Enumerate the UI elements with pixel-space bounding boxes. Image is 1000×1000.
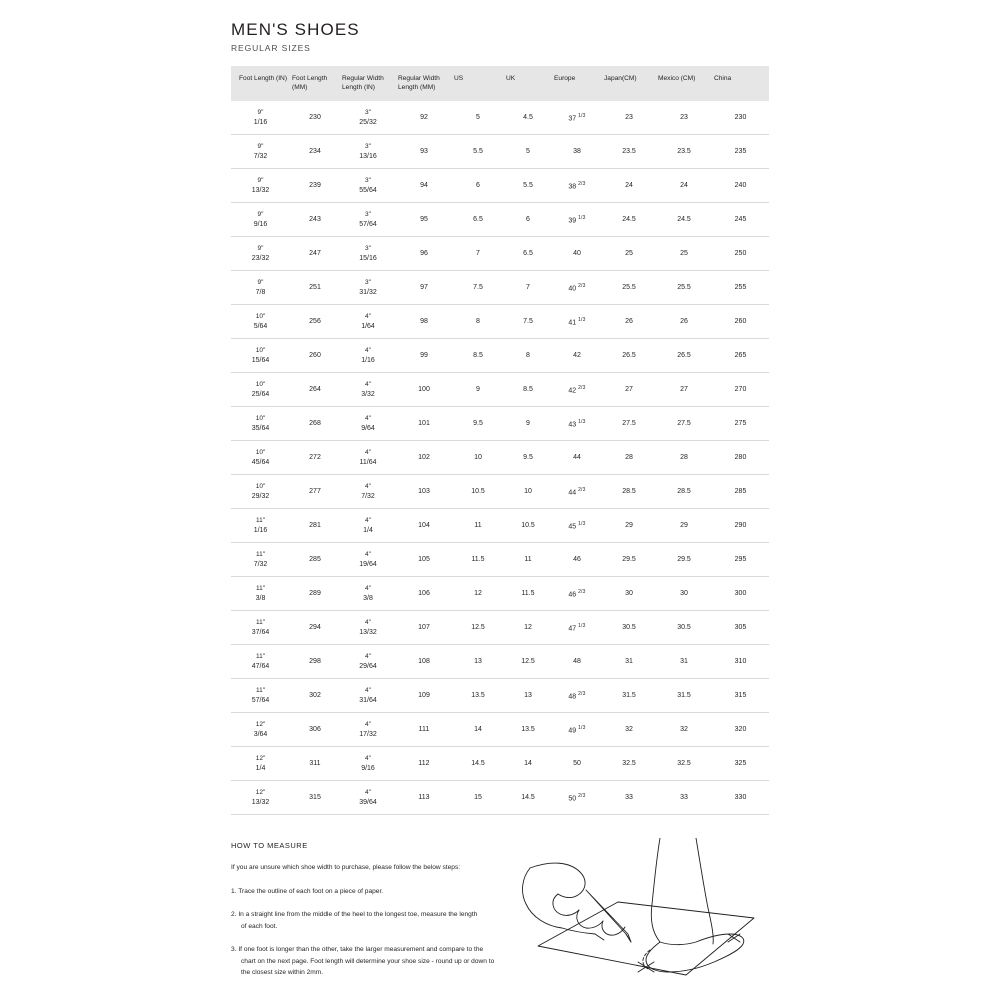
how-to-measure-step-1: 1. Trace the outline of each foot on a piece of paper. — [231, 887, 384, 895]
cell-china: 250 — [712, 237, 769, 271]
cell-width-in: 3" 15/16 — [340, 237, 396, 271]
column-header-label: Regular Width Length (MM) — [398, 75, 440, 91]
cell-uk: 7.5 — [504, 305, 552, 339]
column-header-width-mm — [396, 66, 452, 101]
cell-foot-length-mm: 294 — [290, 611, 340, 645]
cell-us: 8.5 — [452, 339, 504, 373]
column-header-label: US — [454, 75, 464, 82]
cell-width-mm: 97 — [396, 271, 452, 305]
column-header-europe — [552, 66, 602, 101]
column-header-label: Foot Length (IN) — [239, 75, 288, 82]
cell-width-in: 4" 29/64 — [340, 645, 396, 679]
cell-japan: 26.5 — [602, 339, 656, 373]
cell-us: 15 — [452, 781, 504, 815]
cell-us: 8 — [452, 305, 504, 339]
cell-width-in: 3" 55/64 — [340, 169, 396, 203]
cell-us: 11 — [452, 509, 504, 543]
cell-us: 5.5 — [452, 135, 504, 169]
table-row — [231, 135, 769, 169]
cell-uk: 5 — [504, 135, 552, 169]
cell-width-in: 4" 17/32 — [340, 713, 396, 747]
cell-width-mm: 94 — [396, 169, 452, 203]
cell-us: 10 — [452, 441, 504, 475]
table-row — [231, 203, 769, 237]
cell-us: 7.5 — [452, 271, 504, 305]
table-row — [231, 611, 769, 645]
cell-uk: 6.5 — [504, 237, 552, 271]
cell-europe: 42 — [552, 339, 602, 373]
cell-foot-length-mm: 256 — [290, 305, 340, 339]
cell-mexico: 29.5 — [656, 543, 712, 577]
cell-europe: 41 $^{1/3}$ — [552, 305, 602, 339]
cell-width-in: 4" 7/32 — [340, 475, 396, 509]
how-to-measure-step-3-line-1: 3. If one foot is longer than the other, take the larger measurement and compare to the — [231, 946, 484, 953]
cell-europe: 50 $^{2/3}$ — [552, 781, 602, 815]
cell-china: 300 — [712, 577, 769, 611]
cell-width-in: 4" 1/4 — [340, 509, 396, 543]
cell-width-in: 3" 13/16 — [340, 135, 396, 169]
cell-japan: 24 — [602, 169, 656, 203]
cell-width-in: 4" 3/32 — [340, 373, 396, 407]
table-row — [231, 475, 769, 509]
cell-uk: 14 — [504, 747, 552, 781]
cell-europe: 39 $^{1/3}$ — [552, 203, 602, 237]
cell-foot-length-in: 9" 1/16 — [231, 101, 290, 135]
cell-china: 285 — [712, 475, 769, 509]
cell-china: 330 — [712, 781, 769, 815]
cell-china: 310 — [712, 645, 769, 679]
cell-width-mm: 111 — [396, 713, 452, 747]
cell-europe: 37 $^{1/3}$ — [552, 101, 602, 135]
foot-tracing-illustration — [500, 838, 800, 988]
size-chart-table — [231, 66, 769, 815]
cell-china: 230 — [712, 101, 769, 135]
cell-foot-length-in: 9" 7/32 — [231, 135, 290, 169]
cell-foot-length-in: 9" 23/32 — [231, 237, 290, 271]
cell-mexico: 30.5 — [656, 611, 712, 645]
cell-japan: 28 — [602, 441, 656, 475]
table-row — [231, 645, 769, 679]
page-subtitle: REGULAR SIZES — [231, 43, 311, 53]
cell-europe: 40 — [552, 237, 602, 271]
cell-china: 255 — [712, 271, 769, 305]
cell-foot-length-in: 12" 1/4 — [231, 747, 290, 781]
cell-foot-length-mm: 277 — [290, 475, 340, 509]
cell-uk: 12 — [504, 611, 552, 645]
column-header-label: UK — [506, 75, 516, 82]
cell-foot-length-mm: 311 — [290, 747, 340, 781]
cell-mexico: 24 — [656, 169, 712, 203]
cell-mexico: 25 — [656, 237, 712, 271]
table-row — [231, 509, 769, 543]
cell-foot-length-mm: 315 — [290, 781, 340, 815]
cell-us: 9 — [452, 373, 504, 407]
cell-japan: 25 — [602, 237, 656, 271]
cell-mexico: 24.5 — [656, 203, 712, 237]
cell-foot-length-mm: 247 — [290, 237, 340, 271]
cell-foot-length-mm: 289 — [290, 577, 340, 611]
cell-foot-length-mm: 302 — [290, 679, 340, 713]
cell-us: 6 — [452, 169, 504, 203]
cell-europe: 48 $^{2/3}$ — [552, 679, 602, 713]
how-to-measure-step-3-line-3: the closest size within 2mm. — [241, 969, 324, 976]
cell-europe: 46 $^{2/3}$ — [552, 577, 602, 611]
cell-china: 235 — [712, 135, 769, 169]
cell-width-mm: 105 — [396, 543, 452, 577]
cell-foot-length-mm: 272 — [290, 441, 340, 475]
cell-width-mm: 112 — [396, 747, 452, 781]
cell-foot-length-mm: 251 — [290, 271, 340, 305]
table-row — [231, 543, 769, 577]
cell-china: 305 — [712, 611, 769, 645]
table-header — [231, 66, 769, 101]
cell-width-in: 3" 25/32 — [340, 101, 396, 135]
cell-width-in: 4" 3/8 — [340, 577, 396, 611]
how-to-measure-step-3-line-2: chart on the next page. Foot length will determine your shoe size - round up or down to — [241, 957, 495, 965]
cell-uk: 10 — [504, 475, 552, 509]
cell-japan: 33 — [602, 781, 656, 815]
cell-width-in: 4" 31/64 — [340, 679, 396, 713]
cell-japan: 31.5 — [602, 679, 656, 713]
cell-japan: 32.5 — [602, 747, 656, 781]
cell-foot-length-in: 11" 47/64 — [231, 645, 290, 679]
cell-uk: 5.5 — [504, 169, 552, 203]
cell-europe: 38 — [552, 135, 602, 169]
table-row — [231, 339, 769, 373]
cell-europe: 44 — [552, 441, 602, 475]
cell-foot-length-mm: 298 — [290, 645, 340, 679]
cell-width-mm: 106 — [396, 577, 452, 611]
cell-uk: 11 — [504, 543, 552, 577]
cell-mexico: 28 — [656, 441, 712, 475]
how-to-measure-step-2-line-2: of each foot. — [241, 922, 278, 930]
cell-mexico: 33 — [656, 781, 712, 815]
table-row — [231, 781, 769, 815]
cell-china: 290 — [712, 509, 769, 543]
cell-japan: 29.5 — [602, 543, 656, 577]
cell-uk: 8 — [504, 339, 552, 373]
cell-uk: 13.5 — [504, 713, 552, 747]
cell-mexico: 27.5 — [656, 407, 712, 441]
cell-japan: 28.5 — [602, 475, 656, 509]
cell-width-in: 4" 39/64 — [340, 781, 396, 815]
cell-foot-length-in: 11" 7/32 — [231, 543, 290, 577]
cell-japan: 29 — [602, 509, 656, 543]
cell-width-mm: 92 — [396, 101, 452, 135]
cell-uk: 9.5 — [504, 441, 552, 475]
cell-mexico: 29 — [656, 509, 712, 543]
cell-china: 280 — [712, 441, 769, 475]
cell-width-in: 4" 19/64 — [340, 543, 396, 577]
table-row — [231, 101, 769, 135]
column-header-foot-length-in — [231, 66, 290, 101]
cell-us: 6.5 — [452, 203, 504, 237]
cell-width-mm: 98 — [396, 305, 452, 339]
column-header-width-in — [340, 66, 396, 101]
cell-japan: 30 — [602, 577, 656, 611]
cell-china: 260 — [712, 305, 769, 339]
cell-width-mm: 108 — [396, 645, 452, 679]
cell-foot-length-in: 10" 25/64 — [231, 373, 290, 407]
cell-mexico: 32 — [656, 713, 712, 747]
cell-foot-length-in: 9" 9/16 — [231, 203, 290, 237]
cell-width-in: 4" 9/64 — [340, 407, 396, 441]
cell-width-in: 3" 57/64 — [340, 203, 396, 237]
cell-uk: 14.5 — [504, 781, 552, 815]
cell-mexico: 25.5 — [656, 271, 712, 305]
cell-width-in: 4" 13/32 — [340, 611, 396, 645]
cell-foot-length-in: 10" 29/32 — [231, 475, 290, 509]
cell-width-mm: 107 — [396, 611, 452, 645]
table-row — [231, 237, 769, 271]
column-header-label: China — [714, 75, 732, 82]
table-row — [231, 747, 769, 781]
cell-uk: 6 — [504, 203, 552, 237]
cell-europe: 42 $^{2/3}$ — [552, 373, 602, 407]
cell-width-mm: 96 — [396, 237, 452, 271]
cell-foot-length-in: 10" 45/64 — [231, 441, 290, 475]
cell-foot-length-mm: 268 — [290, 407, 340, 441]
cell-width-in: 4" 1/64 — [340, 305, 396, 339]
cell-foot-length-in: 12" 13/32 — [231, 781, 290, 815]
cell-foot-length-mm: 285 — [290, 543, 340, 577]
cell-us: 9.5 — [452, 407, 504, 441]
how-to-measure-intro: If you are unsure which shoe width to purchase, please follow the below steps: — [231, 864, 461, 871]
page-header — [231, 20, 771, 54]
cell-foot-length-in: 10" 35/64 — [231, 407, 290, 441]
column-header-label: Japan(CM) — [604, 75, 637, 82]
cell-us: 14 — [452, 713, 504, 747]
cell-uk: 13 — [504, 679, 552, 713]
cell-uk: 8.5 — [504, 373, 552, 407]
table-body — [231, 101, 769, 815]
cell-foot-length-in: 9" 7/8 — [231, 271, 290, 305]
cell-foot-length-in: 12" 3/64 — [231, 713, 290, 747]
foot-tracing-svg — [500, 838, 800, 988]
cell-mexico: 31.5 — [656, 679, 712, 713]
cell-foot-length-mm: 281 — [290, 509, 340, 543]
cell-japan: 25.5 — [602, 271, 656, 305]
column-header-label: Europe — [554, 75, 576, 82]
column-header-label: Mexico (CM) — [658, 75, 696, 82]
column-header-label: Regular Width Length (IN) — [342, 75, 384, 91]
cell-foot-length-mm: 230 — [290, 101, 340, 135]
cell-width-mm: 101 — [396, 407, 452, 441]
cell-width-mm: 109 — [396, 679, 452, 713]
cell-mexico: 23 — [656, 101, 712, 135]
cell-china: 245 — [712, 203, 769, 237]
cell-europe: 50 — [552, 747, 602, 781]
cell-china: 315 — [712, 679, 769, 713]
cell-europe: 45 $^{1/3}$ — [552, 509, 602, 543]
cell-foot-length-in: 11" 1/16 — [231, 509, 290, 543]
cell-mexico: 30 — [656, 577, 712, 611]
cell-china: 240 — [712, 169, 769, 203]
cell-mexico: 32.5 — [656, 747, 712, 781]
cell-foot-length-mm: 306 — [290, 713, 340, 747]
cell-width-in: 4" 9/16 — [340, 747, 396, 781]
cell-europe: 48 — [552, 645, 602, 679]
cell-foot-length-in: 11" 57/64 — [231, 679, 290, 713]
table-row — [231, 169, 769, 203]
cell-europe: 38 $^{2/3}$ — [552, 169, 602, 203]
cell-foot-length-mm: 264 — [290, 373, 340, 407]
cell-width-mm: 104 — [396, 509, 452, 543]
table-row — [231, 373, 769, 407]
cell-europe: 47 $^{1/3}$ — [552, 611, 602, 645]
cell-width-mm: 102 — [396, 441, 452, 475]
cell-us: 11.5 — [452, 543, 504, 577]
cell-width-mm: 99 — [396, 339, 452, 373]
table-row — [231, 271, 769, 305]
cell-width-in: 4" 11/64 — [340, 441, 396, 475]
column-header-japan — [602, 66, 656, 101]
cell-foot-length-mm: 234 — [290, 135, 340, 169]
page-title: MEN'S SHOES — [231, 20, 360, 39]
cell-mexico: 26.5 — [656, 339, 712, 373]
cell-foot-length-mm: 243 — [290, 203, 340, 237]
cell-foot-length-in: 11" 37/64 — [231, 611, 290, 645]
column-header-mexico — [656, 66, 712, 101]
cell-us: 13 — [452, 645, 504, 679]
cell-europe: 49 $^{1/3}$ — [552, 713, 602, 747]
cell-europe: 40 $^{2/3}$ — [552, 271, 602, 305]
cell-foot-length-in: 10" 15/64 — [231, 339, 290, 373]
cell-china: 265 — [712, 339, 769, 373]
cell-foot-length-in: 10" 5/64 — [231, 305, 290, 339]
cell-uk: 12.5 — [504, 645, 552, 679]
cell-japan: 27 — [602, 373, 656, 407]
cell-mexico: 26 — [656, 305, 712, 339]
cell-mexico: 27 — [656, 373, 712, 407]
cell-uk: 9 — [504, 407, 552, 441]
cell-japan: 32 — [602, 713, 656, 747]
column-header-foot-length-mm — [290, 66, 340, 101]
table-header-row — [231, 66, 769, 101]
column-header-label: Foot Length (MM) — [292, 75, 328, 91]
cell-china: 325 — [712, 747, 769, 781]
table-row — [231, 679, 769, 713]
cell-us: 7 — [452, 237, 504, 271]
cell-width-mm: 93 — [396, 135, 452, 169]
cell-uk: 4.5 — [504, 101, 552, 135]
cell-japan: 30.5 — [602, 611, 656, 645]
cell-japan: 23 — [602, 101, 656, 135]
cell-foot-length-in: 9" 13/32 — [231, 169, 290, 203]
cell-china: 320 — [712, 713, 769, 747]
cell-width-in: 4" 1/16 — [340, 339, 396, 373]
cell-europe: 46 — [552, 543, 602, 577]
table-row — [231, 441, 769, 475]
cell-width-mm: 103 — [396, 475, 452, 509]
cell-mexico: 31 — [656, 645, 712, 679]
cell-us: 10.5 — [452, 475, 504, 509]
cell-japan: 31 — [602, 645, 656, 679]
column-header-uk — [504, 66, 552, 101]
cell-mexico: 23.5 — [656, 135, 712, 169]
how-to-measure-title: HOW TO MEASURE — [231, 841, 308, 850]
cell-foot-length-in: 11" 3/8 — [231, 577, 290, 611]
cell-us: 12.5 — [452, 611, 504, 645]
cell-us: 5 — [452, 101, 504, 135]
cell-foot-length-mm: 260 — [290, 339, 340, 373]
table-row — [231, 305, 769, 339]
how-to-measure-step-2-line-1: 2. In a straight line from the middle of the heel to the longest toe, measure the length — [231, 911, 478, 918]
cell-us: 14.5 — [452, 747, 504, 781]
cell-width-mm: 100 — [396, 373, 452, 407]
cell-japan: 27.5 — [602, 407, 656, 441]
cell-mexico: 28.5 — [656, 475, 712, 509]
cell-europe: 44 $^{2/3}$ — [552, 475, 602, 509]
cell-europe: 43 $^{1/3}$ — [552, 407, 602, 441]
cell-width-in: 3" 31/32 — [340, 271, 396, 305]
cell-foot-length-mm: 239 — [290, 169, 340, 203]
cell-japan: 23.5 — [602, 135, 656, 169]
cell-china: 270 — [712, 373, 769, 407]
cell-china: 275 — [712, 407, 769, 441]
cell-us: 13.5 — [452, 679, 504, 713]
cell-japan: 24.5 — [602, 203, 656, 237]
table-row — [231, 577, 769, 611]
cell-japan: 26 — [602, 305, 656, 339]
table-row — [231, 407, 769, 441]
cell-uk: 11.5 — [504, 577, 552, 611]
table-row — [231, 713, 769, 747]
cell-width-mm: 95 — [396, 203, 452, 237]
column-header-china — [712, 66, 769, 101]
cell-china: 295 — [712, 543, 769, 577]
cell-us: 12 — [452, 577, 504, 611]
cell-uk: 7 — [504, 271, 552, 305]
column-header-us — [452, 66, 504, 101]
cell-width-mm: 113 — [396, 781, 452, 815]
cell-uk: 10.5 — [504, 509, 552, 543]
